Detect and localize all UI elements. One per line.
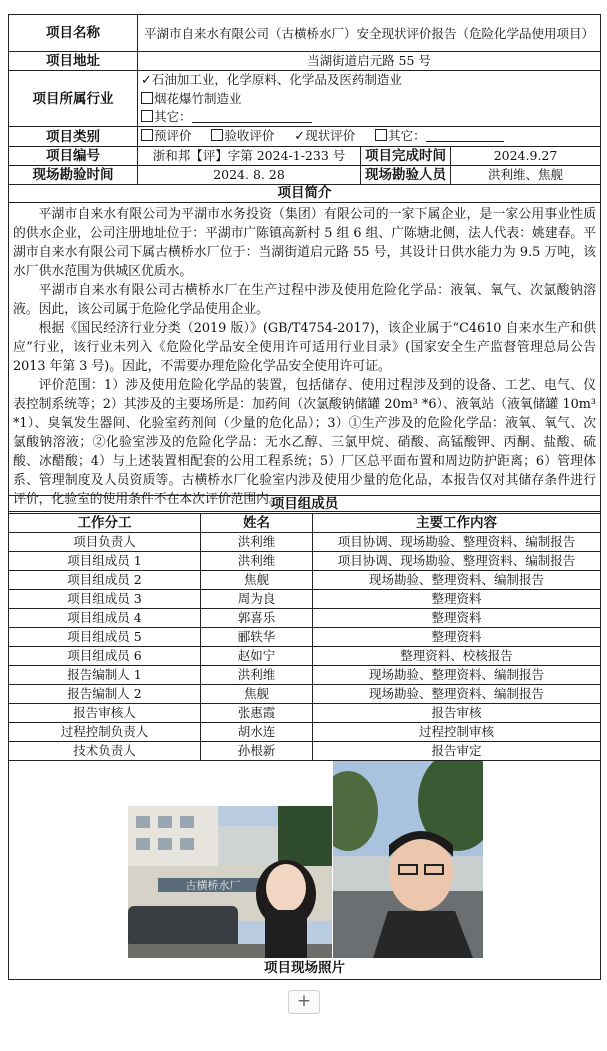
table-row: 技术负责人 孙根新 报告审定 (9, 742, 601, 761)
project-number-value: 浙和邦【评】字第 2024-1-233 号 (138, 147, 361, 166)
category-acceptance-evaluation: 验收评价 (224, 128, 275, 143)
completion-time-value: 2024.9.27 (451, 147, 601, 166)
intro-title: 项目简介 (9, 185, 601, 203)
table-row: 报告编制人 1 洪利维 现场勘验、整理资料、编制报告 (9, 666, 601, 685)
site-photo-1-image (128, 806, 332, 958)
project-industry-label: 项目所属行业 (9, 71, 138, 127)
project-name-label: 项目名称 (9, 15, 138, 52)
sign-text: 古横桥水厂 (185, 879, 241, 892)
checkbox-empty-icon (375, 129, 387, 141)
project-address-label: 项目地址 (9, 52, 138, 71)
checkbox-empty-icon (211, 129, 223, 141)
intro-paragraph-1: 平湖市自来水有限公司为平湖市水务投资（集团）有限公司的一家下属企业，是一家公用事业性质的供水企业，公司注册地址位于：平湖市广陈镇高新村 5 组 6 组、广陈塘北侧，法人代表：姚建春。平湖市自来水有限公司下属古横桥水厂位于：当湖街道启元路 55 号，其设计日供水能力为 9.5 万吨，该水厂供水范围为供城区优质水。 (13, 207, 597, 279)
project-number-label: 项目编号 (9, 147, 138, 166)
survey-time-label: 现场勘验时间 (9, 166, 138, 185)
blank-line (192, 110, 312, 123)
survey-people-label: 现场勘验人员 (361, 166, 451, 185)
table-row: 过程控制负责人 胡水连 过程控制审核 (9, 723, 601, 742)
project-name-value: 平湖市自来水有限公司（古横桥水厂）安全现状评价报告（危险化学品使用项目） (138, 15, 601, 52)
table-row: 项目组成员 1 洪利维 项目协调、现场勘验、整理资料、编制报告 (9, 552, 601, 571)
site-photos (9, 761, 600, 979)
photos-cell (9, 761, 601, 980)
survey-time-value: 2024. 8. 28 (138, 166, 361, 185)
checkbox-empty-icon (141, 110, 153, 122)
members-header-name: 姓名 (201, 514, 313, 533)
table-row: 报告编制人 2 焦舰 现场勘验、整理资料、编制报告 (9, 685, 601, 704)
project-info-table (8, 14, 601, 512)
checkmark-icon: ✓ (141, 73, 152, 88)
category-pre-evaluation: 预评价 (154, 128, 192, 143)
table-row: 报告审核人 张惠霞 报告审核 (9, 704, 601, 723)
table-row: 项目负责人 洪利维 项目协调、现场勘验、整理资料、编制报告 (9, 533, 601, 552)
industry-option-fireworks: 烟花爆竹制造业 (141, 90, 597, 108)
table-row: 项目组成员 5 郦轶华 整理资料 (9, 628, 601, 647)
members-header-work: 主要工作内容 (313, 514, 601, 533)
intro-paragraph-2: 平湖市自来水有限公司古横桥水厂在生产过程中涉及使用危险化学品：液氧、氧气、次氯酸钠溶液。因此，该公司属于危险化学品使用企业。 (13, 283, 597, 317)
project-address-value: 当湖街道启元路 55 号 (138, 52, 601, 71)
site-photo-2 (333, 761, 483, 958)
checkmark-icon: ✓ (294, 129, 306, 144)
industry-option-other: 其它： (141, 108, 597, 126)
survey-people-value: 洪利维、焦舰 (451, 166, 601, 185)
table-row: 项目组成员 2 焦舰 现场勘验、整理资料、编制报告 (9, 571, 601, 590)
checkbox-empty-icon (141, 92, 153, 104)
project-category-label: 项目类别 (9, 127, 138, 147)
add-button[interactable]: + (288, 990, 320, 1014)
industry-option-chemical: ✓石油加工业，化学原料、化学品及医药制造业 (141, 72, 402, 88)
blank-line (426, 129, 504, 142)
intro-body (9, 203, 601, 512)
members-title: 项目组成员 (9, 496, 601, 514)
table-row: 项目组成员 3 周为良 整理资料 (9, 590, 601, 609)
category-other: 其它： (388, 128, 426, 143)
photos-caption: 项目现场照片 (264, 960, 345, 976)
site-photo-1 (128, 806, 332, 958)
members-header-role: 工作分工 (9, 514, 201, 533)
project-industry-options (138, 71, 601, 127)
project-members-table (8, 495, 601, 980)
site-photo-2-image (333, 761, 483, 958)
intro-paragraph-4: 评价范围：1）涉及使用危险化学品的装置，包括储存、使用过程涉及到的设备、工艺、电气、仪表控制系统等；2）其涉及的主要场所是：加药间（次氯酸钠储罐 20m³ *6）、液氧站（液氧储罐 10m³ *1）、臭氧发生器间、化验室药剂间（少量的危化品）；3）①生产涉及的危险化学品：液氧、氧气、次氯酸钠溶液；②化验室涉及的危险化学品：无水乙醇、三氯甲烷、硝酸、高锰酸钾、丙酮、盐酸、硫酸、冰醋酸；4）与上述装置相配套的公用工程系统；5）厂区总平面布置和周边防护距离；6）管理体系、管理制度及人员资质等。古横桥水厂化验室内涉及使用少量的危化品，本报告仅对其储存条件进行评价，化验室的使用条件不在本次评价范围内。 (13, 378, 597, 507)
intro-paragraph-3: 根据《国民经济行业分类（2019 版）》(GB/T4754-2017)，该企业属于“C4610 自来水生产和供应”行业，该行业未列入《危险化学品安全使用许可适用行业目录》(国家安全生产监督管理总局公告 2013 年第 3 号)。因此，不需要办理危险化学品安全使用许可证。 (13, 321, 597, 374)
table-row: 项目组成员 6 赵如宁 整理资料、校核报告 (9, 647, 601, 666)
project-category-options (138, 127, 601, 147)
completion-time-label: 项目完成时间 (361, 147, 451, 166)
category-status-evaluation: 现状评价 (305, 128, 356, 143)
checkbox-empty-icon (141, 129, 153, 141)
table-row: 项目组成员 4 郭喜乐 整理资料 (9, 609, 601, 628)
